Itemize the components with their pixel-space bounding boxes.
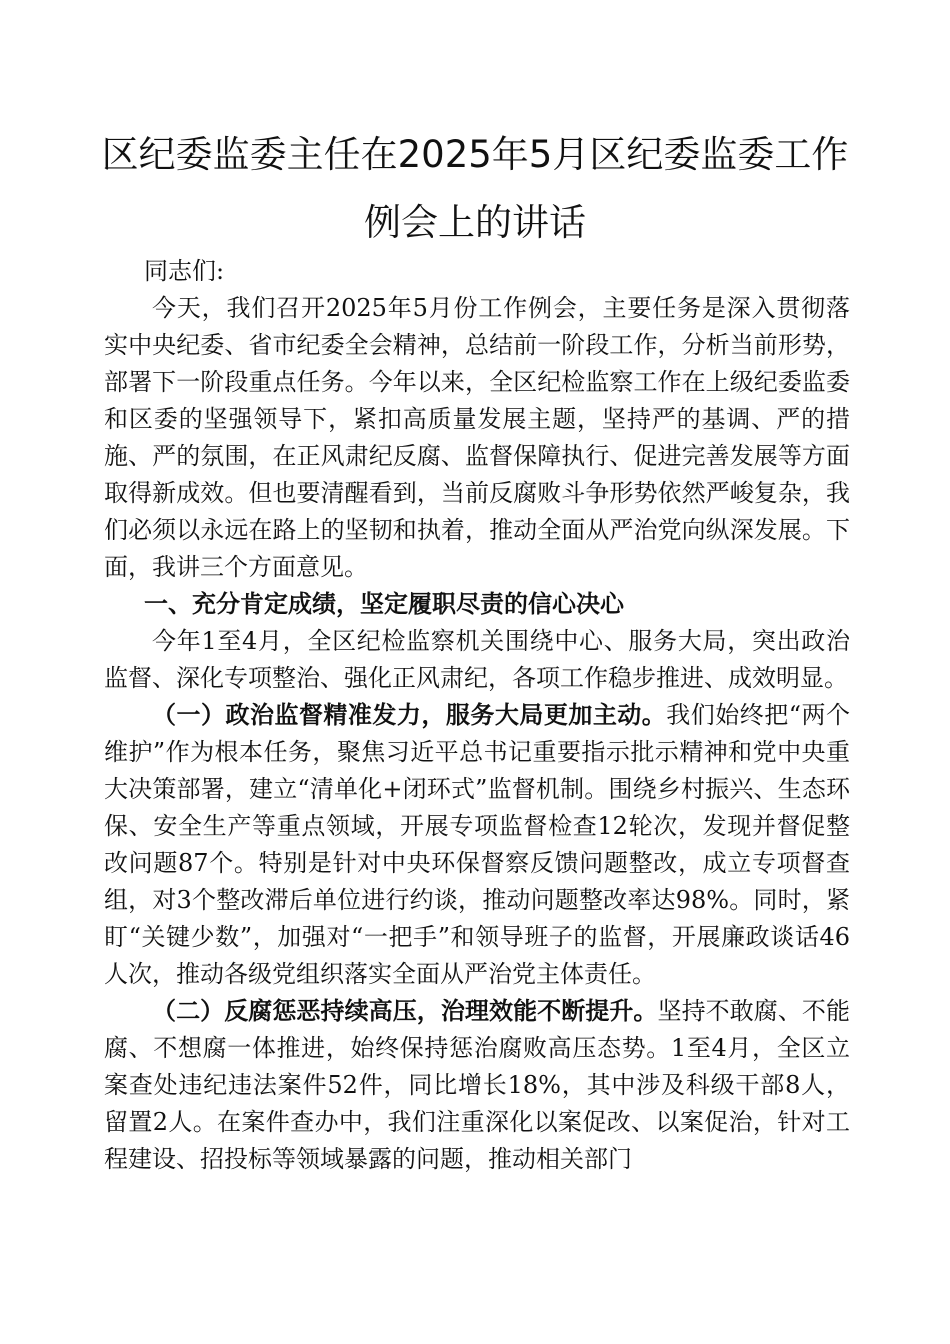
salutation: 同志们: bbox=[144, 257, 225, 285]
subsection-1-text: 我们始终把“两个维护”作为根本任务，聚焦习近平总书记重要指示批示精神和党中央重大决策部署，建立“清单化+闭环式”监督机制。围绕乡村振兴、生态环保、安全生产等重点领域，开展专项监督检查12轮次，发现并督促整改问题87个。特别是针对中央环保督察反馈问题整改，成立专项督查组，对3个整改滞后单位进行约谈，推动问题整改率达98%。同时，紧盯“关键少数”，加强对“一把手”和领导班子的监督，开展廉政谈话46人次，推动各级党组织落实全面从严治党主体责任。 bbox=[104, 701, 850, 988]
subsection-1-lead: （一）政治监督精准发力，服务大局更加主动。 bbox=[152, 701, 667, 729]
subsection-1-paragraph bbox=[104, 697, 850, 993]
document-title-line-1: 区纪委监委主任在2025年5月区纪委监委工作 bbox=[101, 133, 849, 176]
intro-paragraph: 今天，我们召开2025年5月份工作例会，主要任务是深入贯彻落实中央纪委、省市纪委全会精神，总结前一阶段工作，分析当前形势，部署下一阶段重点任务。今年以来，全区纪检监察工作在上级纪委监委和区委的坚强领导下，紧扣高质量发展主题，坚持严的基调、严的措施、严的氛围，在正风肃纪反腐、监督保障执行、促进完善发展等方面取得新成效。但也要清醒看到，当前反腐败斗争形势依然严峻复杂，我们必须以永远在路上的坚韧和执着，推动全面从严治党向纵深发展。下面，我讲三个方面意见。 bbox=[104, 294, 850, 581]
subsection-2-lead: （二）反腐惩恶持续高压，治理效能不断提升。 bbox=[152, 997, 658, 1025]
document-title-line-2: 例会上的讲话 bbox=[364, 201, 586, 244]
document-body bbox=[104, 253, 850, 1178]
subsection-2-paragraph bbox=[104, 993, 850, 1178]
section-1-intro-paragraph: 今年1至4月，全区纪检监察机关围绕中心、服务大局，突出政治监督、深化专项整治、强化正风肃纪，各项工作稳步推进、成效明显。 bbox=[104, 627, 850, 692]
section-heading-1: 一、充分肯定成绩，坚定履职尽责的信心决心 bbox=[144, 590, 624, 618]
subsection-2-text: 坚持不敢腐、不能腐、不想腐一体推进，始终保持惩治腐败高压态势。1至4月，全区立案查处违纪违法案件52件，同比增长18%，其中涉及科级干部8人，留置2人。在案件查办中，我们注重深化以案促改、以案促治，针对工程建设、招投标等领域暴露的问题，推动相关部门 bbox=[104, 997, 850, 1173]
